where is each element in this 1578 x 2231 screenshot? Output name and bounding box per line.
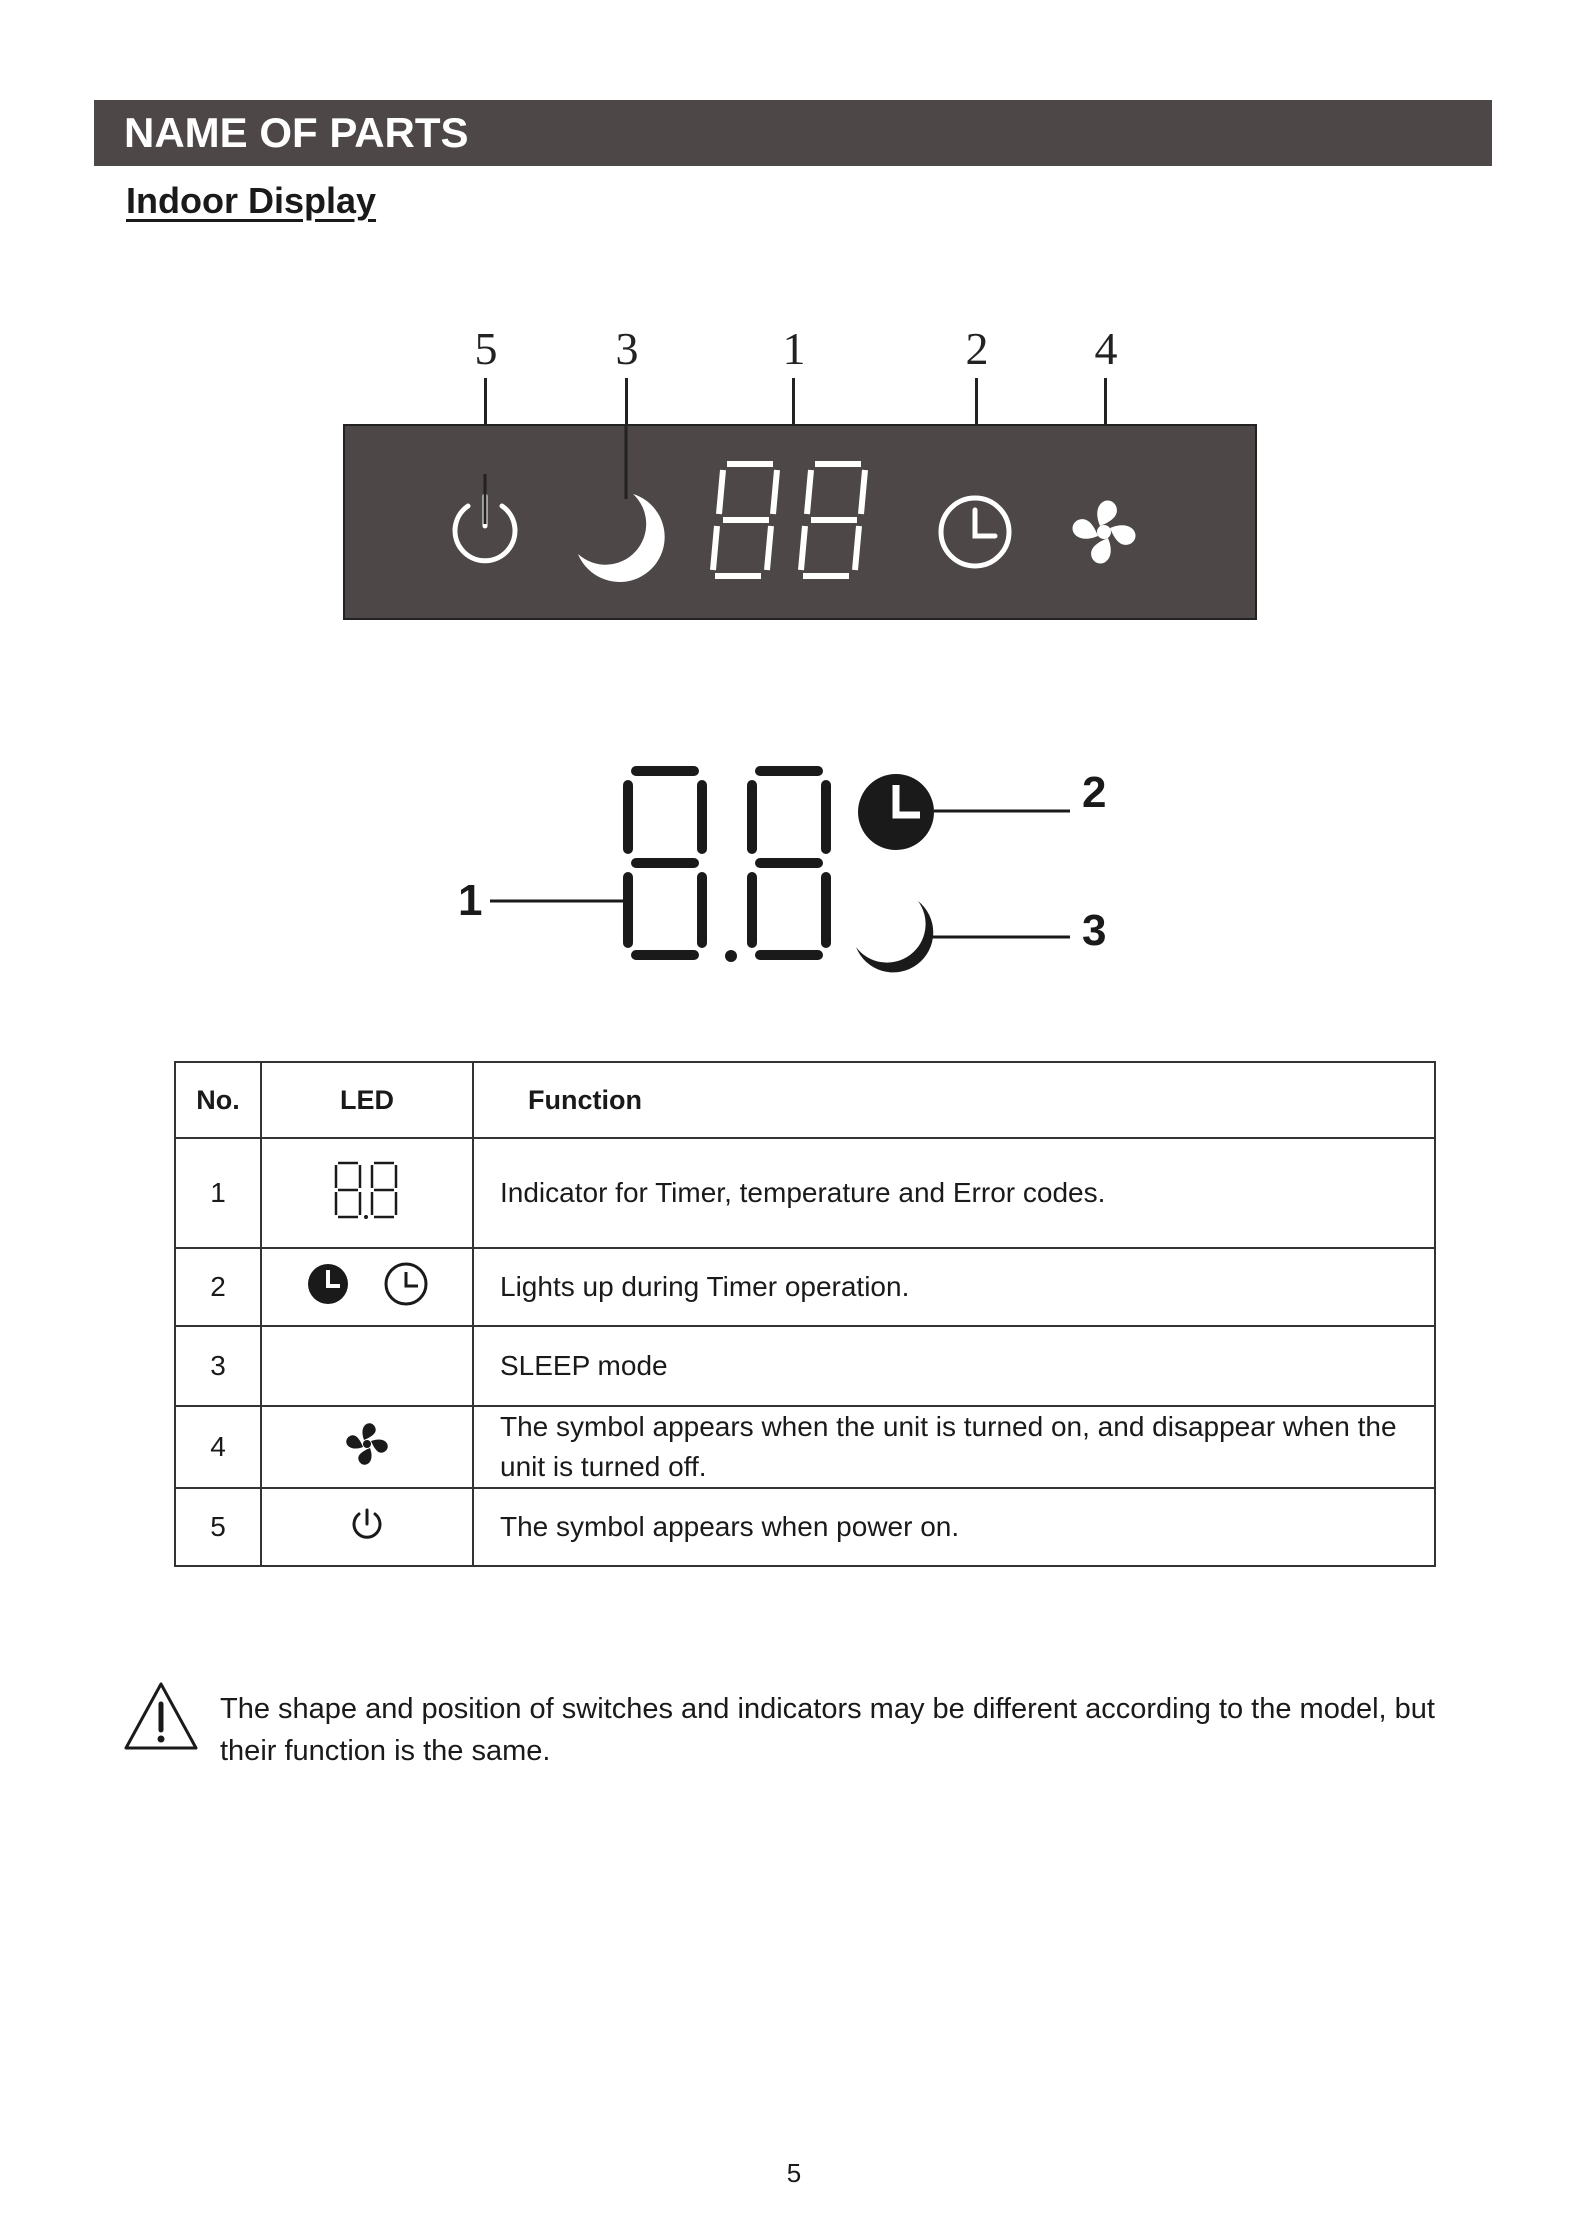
callout-number-sleep: 3 [615,323,639,374]
clock-icon [941,498,1009,566]
fan-icon [1072,500,1135,563]
indoor-display-panel [343,424,1257,620]
panel-icons [343,424,1257,620]
moon-icon [342,1338,392,1388]
section-title: NAME OF PARTS [124,109,469,156]
detail-callout-timer: 2 [1082,768,1107,817]
detail-callout-digits: 1 [458,876,483,925]
row-number: 5 [175,1488,261,1566]
row-number: 3 [175,1326,261,1406]
table-header-row [175,1062,1435,1138]
function-text: Indicator for Timer, temperature and Error codes. [473,1138,1435,1248]
detail-display-drawing [430,755,1130,985]
section-title-bar [94,100,1492,166]
col-header-no: No. [175,1062,261,1138]
moon-icon [578,494,665,582]
col-header-led: LED [261,1062,473,1138]
led-cell [261,1406,473,1488]
function-text: The symbol appears when the unit is turned on, and disappear when the unit is turned off. [473,1406,1435,1488]
led-cell [261,1138,473,1248]
subheading: Indoor Display [126,180,377,221]
function-text: SLEEP mode [473,1326,1435,1406]
led-cell [261,1488,473,1566]
col-header-function: Function [473,1062,1435,1138]
warning-icon [122,1680,200,1752]
led-cell [261,1326,473,1406]
table-row [175,1326,1435,1406]
callout-number-fan: 4 [1094,323,1118,374]
callout-number-power: 5 [474,323,498,374]
note-text: The shape and position of switches and indicators may be different according to the model, but their function is the same. [220,1693,1435,1767]
decimal-point [725,950,737,962]
row-number: 2 [175,1248,261,1326]
table-row [175,1248,1435,1326]
detail-moon-icon [856,901,933,972]
parts-table [174,1061,1436,1567]
table-row [175,1488,1435,1566]
fan-icon [339,1416,395,1472]
page-number: 5 [786,2158,802,2188]
power-icon [347,1504,387,1544]
seven-segment-display [713,464,865,576]
row-number: 4 [175,1406,261,1488]
digit-display-icon [332,1159,402,1221]
table-row [175,1406,1435,1488]
timer-icon [302,1259,432,1309]
filled-clock-icon [858,774,934,850]
function-text: Lights up during Timer operation. [473,1248,1435,1326]
led-cell [261,1248,473,1326]
row-number: 1 [175,1138,261,1248]
callout-number-timer: 2 [965,323,989,374]
detail-seven-segment [628,771,826,955]
function-text: The symbol appears when power on. [473,1488,1435,1566]
callout-number-digits: 1 [782,323,806,374]
table-row [175,1138,1435,1248]
detail-callout-sleep: 3 [1082,906,1107,955]
